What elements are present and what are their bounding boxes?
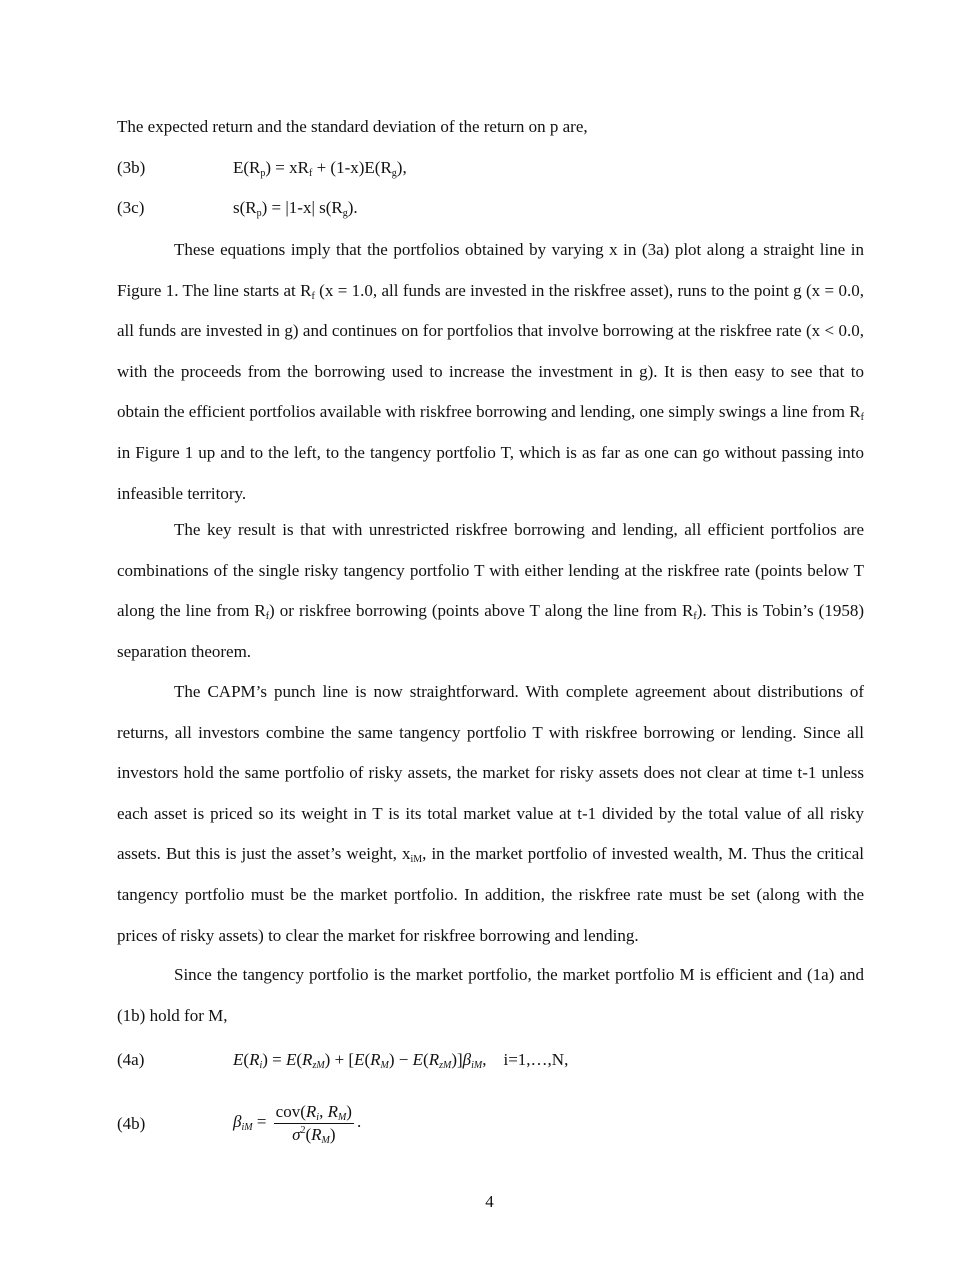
equation-body: $E(R_p) = xR_f + (1-x)E(R_g)$, bbox=[233, 158, 407, 179]
paragraph-1: These equations imply that the portfolios obtained by varying x in (3a) plot along a straight line in Figure 1. The line starts at $R_f$ (x = 1.0, all funds are invested in the riskfree asset), runs to the point g (x = 0.0, all funds are invested in g) and continues on for portfolios that involve borrowing at the riskfree rate (x < 0.0, with the proceeds from the borrowing used to increase the investment in g). It is then easy to see that to obtain the efficient portfolios available with riskfree borrowing and lending, one simply swings a line from $R_f$ in Figure 1 up and to the left, to the tangency portfolio T, which is as far as one can go without passing into infeasible territory. bbox=[117, 240, 865, 503]
paragraph-2: The key result is that with unrestricted riskfree borrowing and lending, all efficient portfolios are combinations of the single risky tangency portfolio T with either lending at the riskfree rate (points below T along the line from $R_f$) or riskfree borrowing (points above T along the line from $R_f$). This is Tobin’s (1958) separation theorem. bbox=[117, 520, 864, 661]
paragraph-3: The CAPM’s punch line is now straightforward. With complete agreement about distributions of returns, all investors combine the same tangency portfolio T with riskfree borrowing or lending. Since all investors hold the same portfolio of risky assets, the market for risky assets does not clear at time t-1 unless each asset is priced so its weight in T is its total market value at t-1 divided by the total value of all risky assets. But this is just the asset’s weight, $x_{iM}$, in the market portfolio of invested wealth, M. Thus the critical tangency portfolio must be the market portfolio. In addition, the riskfree rate must be set (along with the prices of risky assets) to clear the market for riskfree borrowing and lending. bbox=[117, 682, 864, 945]
equation-body: E bbox=[233, 1050, 244, 1069]
equation-4b bbox=[117, 1102, 361, 1145]
equation-body: $\beta_{iM}$ = $\frac{cov(R_i, R_M)}{\sigma^2(R_M)}$ . bbox=[233, 1102, 362, 1146]
page-number: 4 bbox=[485, 1192, 494, 1211]
equation-number: (3c) bbox=[117, 198, 145, 217]
intro-line: The expected return and the standard deviation of the return on p are, bbox=[117, 117, 588, 136]
equation-number: (3b) bbox=[117, 158, 146, 177]
paragraph-4: Since the tangency portfolio is the market portfolio, the market portfolio M is efficient and (1a) and (1b) hold for M, bbox=[117, 965, 864, 1025]
equation-3b bbox=[117, 158, 407, 178]
equation-number: (4b) bbox=[117, 1113, 146, 1133]
equation-body: $s(R_p) = |1-x|$ $s(R_g)$. bbox=[233, 198, 358, 219]
equation-index-range: i=1,…,N, bbox=[503, 1050, 569, 1069]
equation-4a: (4a) $E(R_i) = E(R_{zM}) + [E(R_M) - E(R_{zM})]\beta_{iM}$, i=1,…,N, bbox=[117, 1050, 569, 1071]
fraction: $\frac{cov(R_i, R_M)}{\sigma^2(R_M)}$ bbox=[275, 1102, 352, 1146]
equation-3c bbox=[117, 198, 358, 218]
equation-number: (4a) bbox=[117, 1050, 145, 1069]
